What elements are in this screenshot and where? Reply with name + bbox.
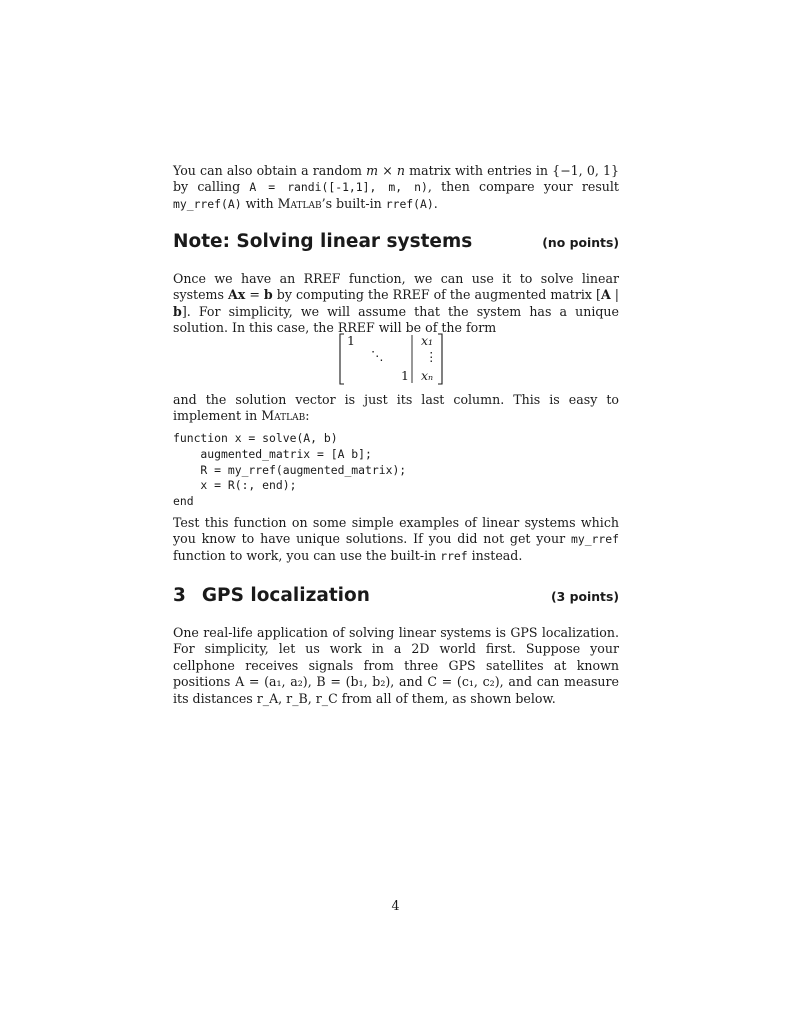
page-number: 4	[391, 898, 400, 913]
section-points: (3 points)	[550, 589, 619, 604]
code-randi: A = randi([-1,1], m, n)	[249, 180, 428, 195]
section-title: Note: Solving linear systems	[173, 231, 473, 252]
note-text: instead.	[467, 547, 523, 563]
math-b: b	[263, 287, 273, 303]
code-rref: rref(A)	[385, 196, 434, 211]
intro-text: matrix with entries in {−1, 0, 1} by calling	[173, 163, 620, 195]
code-line: R = my_rref(augmented_matrix);	[173, 462, 407, 477]
intro-text: ’s built-in	[321, 195, 386, 211]
math-b: b	[173, 303, 182, 319]
note-text: by computing the RREF of the augmented matrix [	[272, 287, 601, 303]
gps-paragraph: One real-life application of solving linear systems is GPS localization. For simplicity, let us work in a 2D world first. Suppose your cellphone receives signals from three GPS satellites at known positions A = (a₁, a₂), B = (b₁, b₂), and C = (c₁, c₂), and can measure its distances r_A, r_B, r_C from all of them, as shown below.	[173, 625, 619, 706]
matlab-name: Matlab	[277, 195, 322, 211]
math-m: m	[366, 163, 379, 178]
section-heading-gps	[173, 585, 619, 606]
section-title-text: GPS localization	[201, 585, 370, 606]
intro-paragraph	[173, 163, 619, 212]
note-text: and the solution vector is just its last column. This is easy to implement in	[173, 392, 619, 424]
code-line: function x = solve(A, b)	[173, 431, 338, 445]
matlab-name: Matlab	[261, 408, 306, 424]
matrix-xn: xₙ	[421, 368, 434, 383]
note-text: Test this function on some simple examples of linear systems which you know to have unique solutions. If you did not get your	[173, 515, 619, 547]
code-my-rref: my_rref(A)	[173, 196, 242, 211]
note-text: ]. For simplicity, we will assume that the system has a unique solution. In this case, the RREF will be of the form	[173, 303, 619, 336]
code-line: augmented_matrix = [A b];	[173, 446, 372, 461]
matrix-vdots: ⋮	[425, 349, 438, 364]
note-text: function to work, you can use the built-in	[173, 547, 441, 563]
code-line: x = R(:, end);	[173, 478, 297, 493]
section-points: (no points)	[542, 235, 619, 250]
math-times: ×	[378, 163, 397, 178]
intro-text: You can also obtain a random	[173, 163, 367, 178]
math-bar: |	[610, 287, 619, 303]
math-equals: =	[245, 287, 264, 303]
section-number: 3	[173, 585, 186, 606]
matrix-ddots: ⋱	[371, 348, 384, 363]
code-rref: rref	[440, 548, 468, 563]
code-line: end	[173, 494, 194, 509]
note-paragraph-2	[173, 392, 619, 425]
section-title	[173, 585, 370, 606]
matrix-entry-1-bottom: 1	[401, 368, 409, 383]
intro-text: with	[241, 195, 278, 211]
section-heading-note	[173, 231, 619, 252]
intro-text: , then compare your result	[427, 179, 619, 195]
note-text: :	[305, 408, 310, 424]
code-my-rref: my_rref	[570, 532, 619, 547]
math-Ax: Ax	[228, 287, 246, 303]
code-block	[173, 431, 619, 510]
rref-matrix	[339, 333, 443, 385]
note-paragraph-3	[173, 515, 619, 564]
matrix-x1: x₁	[421, 333, 434, 348]
math-A: A	[600, 287, 611, 303]
intro-text: .	[433, 195, 438, 211]
matrix-entry-1-top: 1	[347, 333, 355, 348]
note-paragraph-1	[173, 271, 619, 337]
math-n: n	[396, 163, 406, 178]
note-text: Once we have an RREF function, we can use it to solve linear systems	[173, 271, 619, 303]
